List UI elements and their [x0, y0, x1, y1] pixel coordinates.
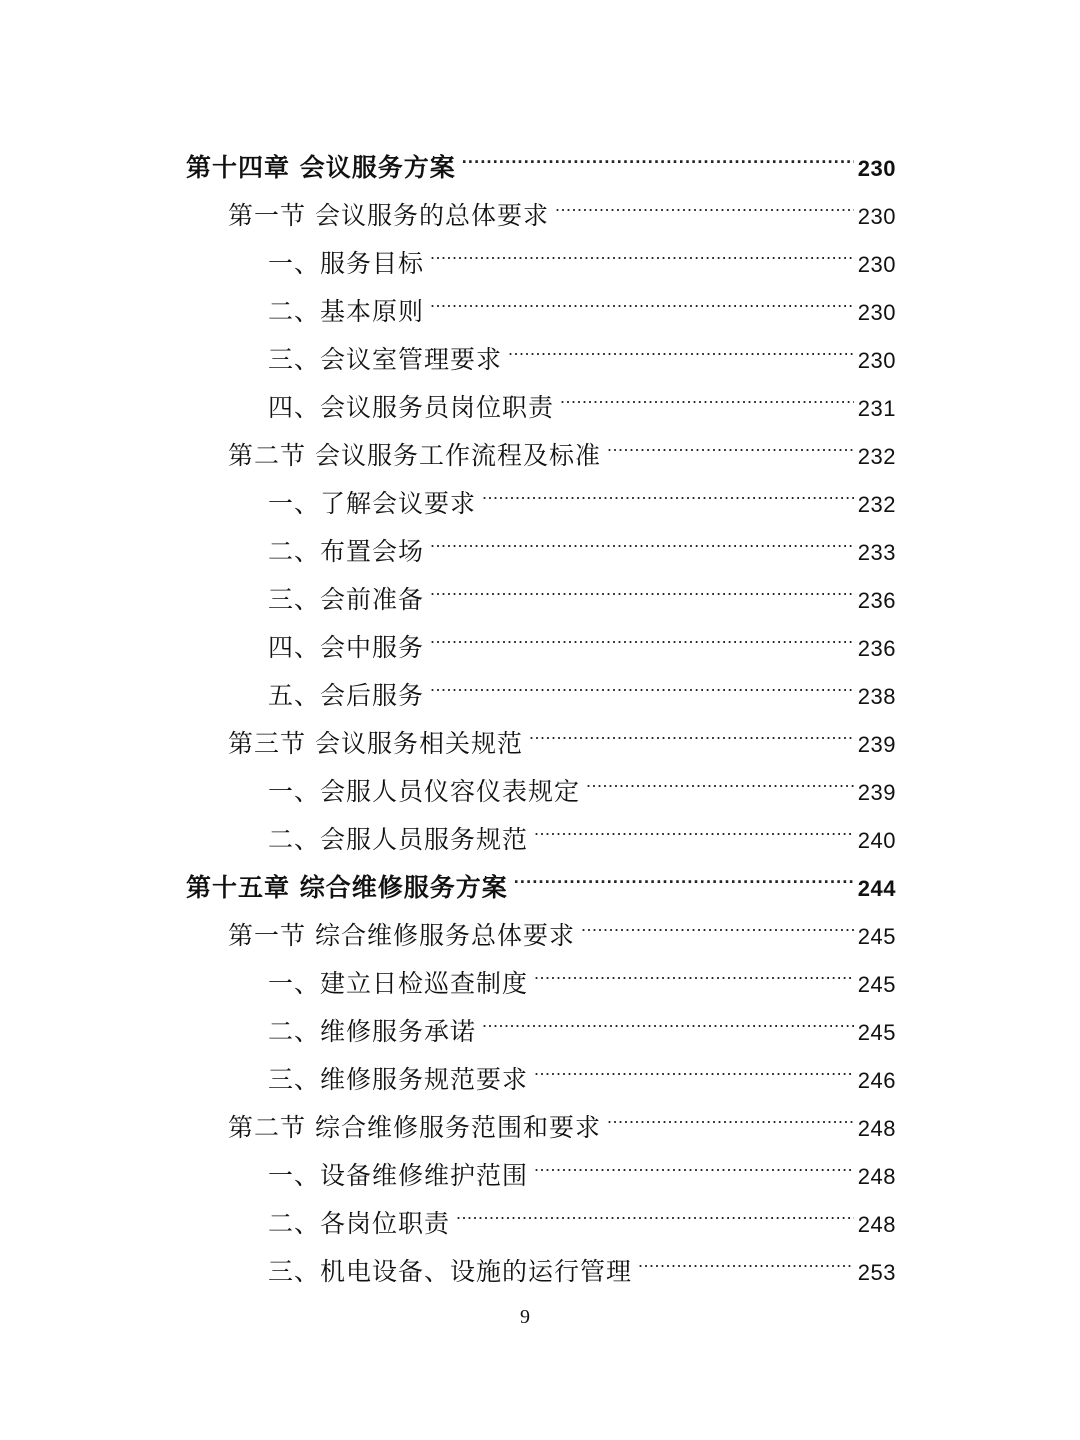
toc-dot-leader	[586, 752, 854, 800]
toc-entry-page-number: 238	[857, 684, 896, 709]
toc-dot-leader	[430, 224, 854, 272]
toc-dot-leader	[508, 320, 854, 368]
toc-entry-title: 二、维修服务承诺	[268, 1017, 477, 1046]
toc-dot-leader	[638, 1232, 854, 1280]
toc-dot-leader	[430, 512, 854, 560]
toc-entry-title: 第十五章 综合维修服务方案	[186, 873, 508, 902]
toc-entry-title: 二、各岗位职责	[268, 1209, 451, 1238]
toc-entry-page-number: 239	[857, 732, 896, 757]
toc-entry-title: 第十四章 会议服务方案	[186, 153, 456, 182]
toc-dot-leader	[607, 1088, 854, 1136]
toc-dot-leader	[534, 800, 854, 848]
toc-entry-title: 三、会议室管理要求	[268, 345, 503, 374]
toc-entry-page-number: 232	[857, 492, 896, 517]
toc-entry-title: 五、会后服务	[268, 681, 425, 710]
toc-dot-leader	[430, 560, 854, 608]
toc-dot-leader	[534, 944, 854, 992]
toc-entry-title: 一、设备维修维护范围	[268, 1161, 529, 1190]
toc-entry-title: 四、会议服务员岗位职责	[268, 393, 555, 422]
toc-entry-page-number: 232	[857, 444, 896, 469]
toc-entry-title: 第二节 会议服务工作流程及标准	[228, 441, 601, 470]
toc-entry-page-number: 246	[857, 1068, 896, 1093]
toc-entry-page-number: 236	[857, 636, 896, 661]
toc-entry-page-number: 245	[857, 924, 896, 949]
toc-entry-page-number: 233	[857, 540, 896, 565]
toc-entry-title: 二、会服人员服务规范	[268, 825, 529, 854]
page-number: 9	[520, 1306, 530, 1328]
toc-dot-leader	[560, 368, 854, 416]
toc-dot-leader	[482, 992, 854, 1040]
toc-entry-title: 第三节 会议服务相关规范	[228, 729, 523, 758]
toc-entry-title: 一、建立日检巡查制度	[268, 969, 529, 998]
toc-entry-title: 第二节 综合维修服务范围和要求	[228, 1113, 601, 1142]
toc-entry-title: 三、机电设备、设施的运行管理	[268, 1257, 633, 1286]
toc-dot-leader	[430, 608, 854, 656]
toc-dot-leader	[462, 128, 854, 176]
toc-dot-leader	[482, 464, 854, 512]
toc-dot-leader	[514, 848, 854, 896]
toc-entry-page-number: 230	[857, 252, 896, 277]
toc-dot-leader	[607, 416, 854, 464]
toc-entry-title: 二、布置会场	[268, 537, 425, 566]
toc-entry-title: 一、了解会议要求	[268, 489, 477, 518]
toc-entry-title: 一、会服人员仪容仪表规定	[268, 777, 581, 806]
toc-entry-page-number: 230	[857, 300, 896, 325]
toc-entry-page-number: 245	[857, 1020, 896, 1045]
toc-entry-page-number: 240	[857, 828, 896, 853]
toc-entry-page-number: 239	[857, 780, 896, 805]
toc-dot-leader	[534, 1040, 854, 1088]
toc-dot-leader	[581, 896, 854, 944]
toc-dot-leader	[456, 1184, 854, 1232]
toc-entry-title: 三、会前准备	[268, 585, 425, 614]
toc-entry-page-number: 230	[857, 156, 896, 181]
toc-entry-page-number: 231	[857, 396, 896, 421]
toc-entry-page-number: 248	[857, 1116, 896, 1141]
toc-dot-leader	[430, 272, 854, 320]
toc-dot-leader	[529, 704, 854, 752]
toc-entry-page-number: 230	[857, 348, 896, 373]
toc-entry-title: 四、会中服务	[268, 633, 425, 662]
toc-dot-leader	[430, 656, 854, 704]
toc-entry-page-number: 244	[857, 876, 896, 901]
toc-entry-title: 第一节 综合维修服务总体要求	[228, 921, 575, 950]
toc-entry-title: 第一节 会议服务的总体要求	[228, 201, 549, 230]
toc-entry-page-number: 248	[857, 1212, 896, 1237]
toc-dot-leader	[534, 1136, 854, 1184]
toc-entry-page-number: 236	[857, 588, 896, 613]
toc-entry-page-number: 253	[857, 1260, 896, 1285]
toc-dot-leader	[555, 176, 854, 224]
toc-chapter-entry[interactable]	[186, 128, 896, 182]
toc-entry-title: 三、维修服务规范要求	[268, 1065, 529, 1094]
table-of-contents	[186, 128, 896, 1286]
toc-entry-title: 二、基本原则	[268, 297, 425, 326]
toc-entry-page-number: 248	[857, 1164, 896, 1189]
toc-entry-page-number: 245	[857, 972, 896, 997]
toc-entry-title: 一、服务目标	[268, 249, 425, 278]
toc-entry-page-number: 230	[857, 204, 896, 229]
